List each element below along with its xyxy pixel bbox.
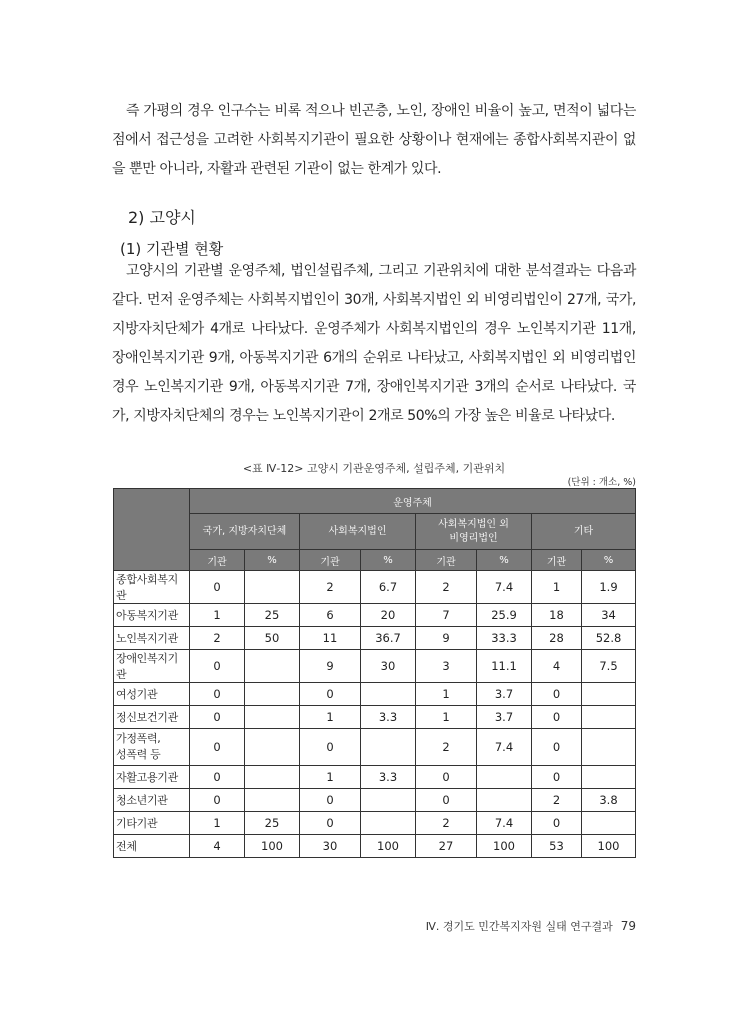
table-cell: 100 <box>361 835 416 858</box>
table-cell: 3.7 <box>477 706 532 729</box>
table-cell: 100 <box>582 835 636 858</box>
table-cell: 1 <box>532 571 582 604</box>
row-label: 기타기관 <box>114 812 190 835</box>
table-cell: 6 <box>300 604 361 627</box>
table-cell: 11 <box>300 627 361 650</box>
table-cell: 0 <box>416 789 477 812</box>
analysis-paragraph: 고양시의 기관별 운영주체, 법인설립주체, 그리고 기관위치에 대한 분석결과는 다음과 같다. 먼저 운영주체는 사회복지법인이 30개, 사회복지법인 외 비영리법인이 27개, 국가, 지방자치단체가 4개로 나타났다. 운영주체가 사회복지법인의 경우 노인복지기관 11개, 장애인복지기관 9개, 아동복지기관 6개의 순위로 나타났고, 사회복지법인 외 비영리법인 경우 노인복지기관 9개, 아동복지기관 7개, 장애인복지기관 3개의 순서로 나타났다. 국가, 지방자치단체의 경우는 노인복지기관이 2개로 50%의 가장 높은 비율로 나타났다. <box>112 263 636 424</box>
table-cell: 2 <box>300 571 361 604</box>
table-cell: 9 <box>416 627 477 650</box>
table-cell: 0 <box>532 683 582 706</box>
table-cell: 18 <box>532 604 582 627</box>
table-cell: 2 <box>416 571 477 604</box>
table-cell: 0 <box>190 683 245 706</box>
table-row <box>114 812 636 835</box>
table-cell <box>477 789 532 812</box>
row-label: 전체 <box>114 835 190 858</box>
table-cell <box>582 766 636 789</box>
table-cell <box>361 789 416 812</box>
sub-header: % <box>245 550 300 571</box>
table-cell: 9 <box>300 650 361 683</box>
row-header-corner <box>114 489 190 571</box>
table-cell: 1 <box>416 683 477 706</box>
row-label: 청소년기관 <box>114 789 190 812</box>
page-footer <box>426 918 636 934</box>
table-cell: 0 <box>190 706 245 729</box>
table-cell: 1.9 <box>582 571 636 604</box>
data-table <box>113 488 636 858</box>
table-cell: 2 <box>190 627 245 650</box>
sub-header: 기관 <box>532 550 582 571</box>
intro-paragraph: 즉 가평의 경우 인구수는 비록 적으나 빈곤층, 노인, 장애인 비율이 높고, 면적이 넓다는 점에서 접근성을 고려한 사회복지기관이 필요한 상황이나 현재에는 종합사회복지관이 없을 뿐만 아니라, 자활과 관련된 기관이 없는 한계가 있다. <box>112 103 636 177</box>
table-cell: 25.9 <box>477 604 532 627</box>
sub-header: % <box>477 550 532 571</box>
table-row <box>114 835 636 858</box>
page-number: 79 <box>620 919 636 933</box>
sub-header: % <box>361 550 416 571</box>
sub-header: 기관 <box>416 550 477 571</box>
table-cell: 0 <box>190 766 245 789</box>
table-cell <box>582 683 636 706</box>
table-cell: 0 <box>532 706 582 729</box>
table-row <box>114 604 636 627</box>
table-cell: 4 <box>532 650 582 683</box>
table-cell: 0 <box>190 729 245 766</box>
table-cell: 0 <box>532 812 582 835</box>
table-cell: 30 <box>300 835 361 858</box>
table-cell <box>361 812 416 835</box>
group-header: 운영주체 <box>190 489 636 514</box>
table-cell: 0 <box>190 571 245 604</box>
table-cell: 0 <box>532 729 582 766</box>
table-cell: 50 <box>245 627 300 650</box>
table-cell: 52.8 <box>582 627 636 650</box>
sub-header: 기관 <box>300 550 361 571</box>
row-label: 정신보건기관 <box>114 706 190 729</box>
table-cell: 1 <box>416 706 477 729</box>
row-label: 자활고용기관 <box>114 766 190 789</box>
table-cell: 1 <box>190 604 245 627</box>
table-cell: 53 <box>532 835 582 858</box>
table-cell: 2 <box>416 729 477 766</box>
table-cell: 100 <box>245 835 300 858</box>
table-cell: 25 <box>245 604 300 627</box>
table-row <box>114 650 636 683</box>
table-cell: 0 <box>532 766 582 789</box>
table-cell <box>361 683 416 706</box>
table-cell: 20 <box>361 604 416 627</box>
section-heading: 2) 고양시 <box>128 208 196 227</box>
table-cell: 4 <box>190 835 245 858</box>
table-cell <box>245 729 300 766</box>
table-cell: 7.4 <box>477 571 532 604</box>
table-cell: 3.7 <box>477 683 532 706</box>
table-cell <box>477 766 532 789</box>
table-cell: 0 <box>300 812 361 835</box>
table-cell <box>582 729 636 766</box>
table-cell: 0 <box>190 650 245 683</box>
table-cell: 28 <box>532 627 582 650</box>
table-cell: 1 <box>300 706 361 729</box>
row-label: 장애인복지기관 <box>114 650 190 683</box>
col-group-header: 기타 <box>532 514 636 550</box>
table-cell: 33.3 <box>477 627 532 650</box>
table-cell: 0 <box>300 729 361 766</box>
subsection-heading: (1) 기관별 현황 <box>120 240 224 258</box>
table-cell: 36.7 <box>361 627 416 650</box>
sub-header: % <box>582 550 636 571</box>
table-cell: 7.4 <box>477 729 532 766</box>
table-cell: 30 <box>361 650 416 683</box>
table-cell <box>361 729 416 766</box>
table-cell <box>245 650 300 683</box>
table-cell: 1 <box>190 812 245 835</box>
table-cell: 3 <box>416 650 477 683</box>
row-label: 노인복지기관 <box>114 627 190 650</box>
table-cell: 3.3 <box>361 706 416 729</box>
col-group-header: 국가, 지방자치단체 <box>190 514 300 550</box>
table-cell <box>245 683 300 706</box>
table-caption: <표 Ⅳ-12> 고양시 기관운영주체, 설립주체, 기관위치 <box>242 462 506 475</box>
row-label: 종합사회복지관 <box>114 571 190 604</box>
table-cell: 7.5 <box>582 650 636 683</box>
table-cell <box>582 812 636 835</box>
table-cell: 7.4 <box>477 812 532 835</box>
table-cell: 11.1 <box>477 650 532 683</box>
table-cell: 2 <box>532 789 582 812</box>
table-cell <box>245 766 300 789</box>
table-cell <box>245 706 300 729</box>
table-cell: 3.8 <box>582 789 636 812</box>
table-cell: 6.7 <box>361 571 416 604</box>
table-unit: (단위 : 개소, %) <box>567 477 636 488</box>
table-row <box>114 571 636 604</box>
table-cell: 34 <box>582 604 636 627</box>
table-cell: 25 <box>245 812 300 835</box>
col-group-header: 사회복지법인 외 비영리법인 <box>416 514 532 550</box>
table-row <box>114 706 636 729</box>
table-row <box>114 683 636 706</box>
table-cell <box>245 789 300 812</box>
table-cell: 100 <box>477 835 532 858</box>
table-cell <box>582 706 636 729</box>
table-row <box>114 729 636 766</box>
table-cell: 7 <box>416 604 477 627</box>
table-cell: 27 <box>416 835 477 858</box>
table-cell: 3.3 <box>361 766 416 789</box>
table-cell: 0 <box>300 789 361 812</box>
table-row <box>114 789 636 812</box>
col-group-header: 사회복지법인 <box>300 514 416 550</box>
table-cell <box>245 571 300 604</box>
row-label: 여성기관 <box>114 683 190 706</box>
table-cell: 1 <box>300 766 361 789</box>
footer-chapter: Ⅳ. 경기도 민간복지자원 실태 연구결과 <box>425 920 613 933</box>
table-cell: 0 <box>416 766 477 789</box>
row-label: 아동복지기관 <box>114 604 190 627</box>
table-row <box>114 766 636 789</box>
row-label: 가정폭력, 성폭력 등 <box>114 729 190 766</box>
table-cell: 0 <box>300 683 361 706</box>
table-cell: 2 <box>416 812 477 835</box>
table-row <box>114 627 636 650</box>
table-cell: 0 <box>190 789 245 812</box>
sub-header: 기관 <box>190 550 245 571</box>
